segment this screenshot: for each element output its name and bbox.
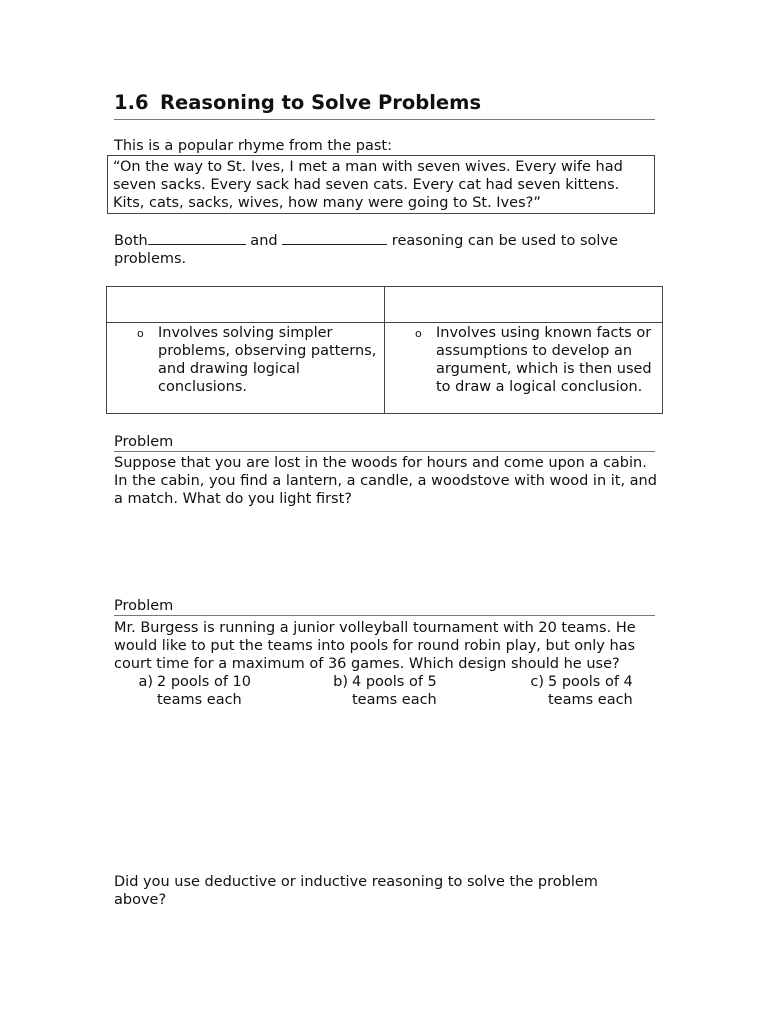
both-sentence	[114, 231, 654, 268]
section-number: 1.6	[114, 91, 149, 114]
option-b	[326, 673, 482, 709]
table-header-left[interactable]	[107, 287, 385, 323]
bullet-icon: o	[137, 327, 144, 340]
problem-2-text: Mr. Burgess is running a junior volleyball tournament with 20 teams. He would like to put the teams into pools for round robin play, but only has court time for a maximum of 36 games. Which design should he use?	[114, 620, 636, 672]
table-header-right[interactable]	[385, 287, 663, 323]
problem-1-text: Suppose that you are lost in the woods for hours and come upon a cabin. In the cabin, you find a lantern, a candle, a woodstove with wood in it, and a match. What do you light first?	[114, 455, 657, 507]
both-end: reasoning can be used to solve problems.	[114, 233, 618, 267]
inductive-description: Involves solving simpler problems, observing patterns, and drawing logical conclusions.	[158, 325, 377, 395]
reasoning-question: Did you use deductive or inductive reasoning to solve the problem above?	[114, 874, 598, 908]
option-letter: a)	[138, 674, 153, 690]
problem-1-label: Problem	[114, 434, 655, 452]
option-letter: c)	[530, 674, 544, 690]
section-title: Reasoning to Solve Problems	[160, 91, 482, 114]
reasoning-table	[106, 286, 663, 414]
rhyme-box: “On the way to St. Ives, I met a man with seven wives. Every wife had seven sacks. Every sack had seven cats. Every cat had seven kittens. Kits, cats, sacks, wives, how many were going to St. Ives?”	[107, 155, 655, 214]
option-c	[522, 673, 678, 709]
table-cell-right	[385, 323, 663, 414]
problem-2-label: Problem	[114, 598, 655, 616]
page-title	[114, 90, 655, 120]
answer-blank-2[interactable]	[282, 231, 387, 245]
option-text: 2 pools of 10 teams each	[157, 674, 252, 708]
option-text: 4 pools of 5 teams each	[352, 674, 437, 708]
table-cell-left	[107, 323, 385, 414]
intro-text: This is a popular rhyme from the past:	[114, 138, 392, 154]
option-letter: b)	[333, 674, 348, 690]
option-a	[131, 673, 287, 709]
both-middle: and	[245, 233, 283, 249]
bullet-icon: o	[415, 327, 422, 340]
answer-blank-1[interactable]	[148, 231, 246, 245]
both-start: Both	[114, 233, 148, 249]
deductive-description: Involves using known facts or assumptions to develop an argument, which is then used to draw a logical conclusion.	[436, 325, 652, 395]
option-text: 5 pools of 4 teams each	[548, 674, 633, 708]
